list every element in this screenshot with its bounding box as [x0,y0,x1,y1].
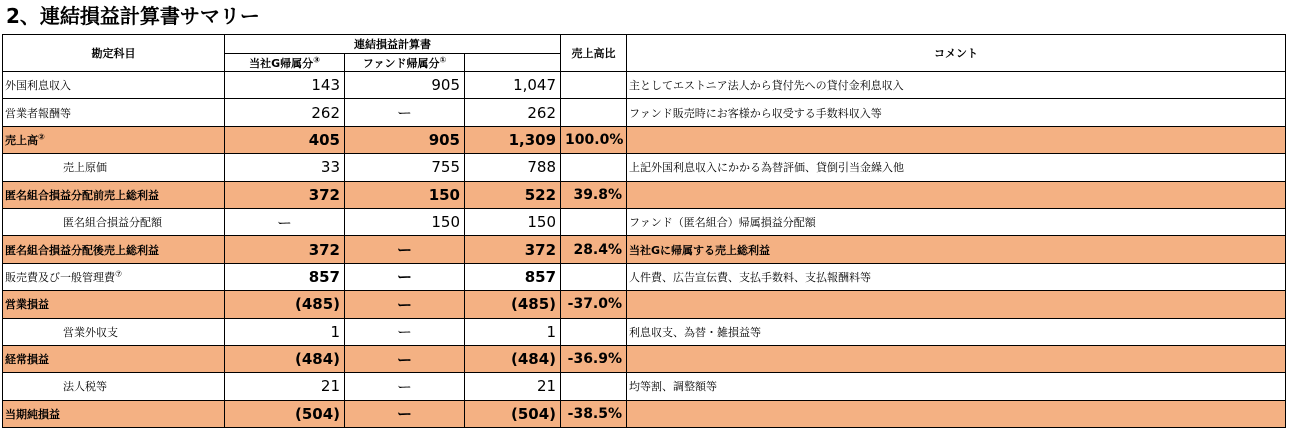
cell-ratio [561,318,627,345]
cell-comment: ファンド（匿名組合）帰属損益分配額 [627,208,1286,235]
cell-total: (504) [465,400,561,427]
row-label: 営業外収支 [3,318,225,345]
cell-company: 405 [225,126,345,153]
cell-fund: ー [345,291,465,318]
cell-comment [627,400,1286,427]
cell-fund: ー [345,400,465,427]
cell-comment: 上記外国利息収入にかかる為替評価、貸倒引当金繰入他 [627,154,1286,181]
cell-total: 150 [465,208,561,235]
header-fund: ファンド帰属分① [345,54,465,72]
cell-company: 262 [225,99,345,126]
header-comment: コメント [627,35,1286,72]
cell-ratio: 28.4% [561,236,627,263]
row-label: 匿名組合損益分配額 [3,208,225,235]
cell-company: 143 [225,72,345,99]
cell-fund: 150 [345,181,465,208]
table-row [3,181,1286,208]
table-row [3,400,1286,427]
table-row [3,263,1286,290]
cell-fund: ー [345,99,465,126]
table-row [3,373,1286,400]
cell-total: 372 [465,236,561,263]
cell-total: 21 [465,373,561,400]
cell-company: 33 [225,154,345,181]
cell-fund: 905 [345,126,465,153]
table-row [3,318,1286,345]
row-label: 販売費及び一般管理費⑦ [3,263,225,290]
header-total-blank [465,54,561,72]
cell-total: 857 [465,263,561,290]
cell-ratio: 39.8% [561,181,627,208]
cell-total: (485) [465,291,561,318]
cell-ratio [561,99,627,126]
pl-summary-table [2,34,1286,428]
cell-total: 788 [465,154,561,181]
row-label: 法人税等 [3,373,225,400]
cell-comment: 当社Gに帰属する売上総利益 [627,236,1286,263]
row-label: 営業者報酬等 [3,99,225,126]
cell-ratio: -36.9% [561,345,627,372]
cell-company: 372 [225,236,345,263]
cell-ratio: 100.0% [561,126,627,153]
cell-fund: ー [345,318,465,345]
row-label: 匿名組合損益分配後売上総利益 [3,236,225,263]
cell-fund: 150 [345,208,465,235]
table-row [3,72,1286,99]
cell-ratio [561,373,627,400]
table-row [3,236,1286,263]
cell-company: (504) [225,400,345,427]
row-label: 当期純損益 [3,400,225,427]
cell-company: 1 [225,318,345,345]
cell-ratio [561,154,627,181]
page-title: 2、連結損益計算書サマリー [6,4,260,28]
cell-ratio: -38.5% [561,400,627,427]
row-label: 外国利息収入 [3,72,225,99]
cell-company: ー [225,208,345,235]
cell-fund: ー [345,263,465,290]
cell-company: 857 [225,263,345,290]
cell-total: 1 [465,318,561,345]
cell-ratio [561,263,627,290]
table-row [3,291,1286,318]
header-company-g: 当社G帰属分③ [225,54,345,72]
cell-comment: 人件費、広告宣伝費、支払手数料、支払報酬料等 [627,263,1286,290]
table-row [3,208,1286,235]
row-label: 売上原価 [3,154,225,181]
cell-fund: ー [345,236,465,263]
cell-fund: 755 [345,154,465,181]
table-row [3,99,1286,126]
cell-total: 522 [465,181,561,208]
cell-fund: ー [345,373,465,400]
cell-comment: 均等割、調整額等 [627,373,1286,400]
cell-total: (484) [465,345,561,372]
cell-comment [627,291,1286,318]
cell-total: 1,309 [465,126,561,153]
cell-company: (485) [225,291,345,318]
cell-ratio [561,208,627,235]
header-pl-group: 連結損益計算書 [225,35,561,54]
table-row [3,345,1286,372]
row-label: 経常損益 [3,345,225,372]
cell-fund: ー [345,345,465,372]
cell-ratio: -37.0% [561,291,627,318]
cell-comment [627,345,1286,372]
cell-comment [627,126,1286,153]
cell-company: 372 [225,181,345,208]
row-label: 営業損益 [3,291,225,318]
table-row [3,126,1286,153]
header-account: 勘定科目 [3,35,225,72]
cell-total: 262 [465,99,561,126]
row-label: 売上高② [3,126,225,153]
cell-company: 21 [225,373,345,400]
cell-comment [627,181,1286,208]
cell-comment: 利息収支、為替・雑損益等 [627,318,1286,345]
cell-fund: 905 [345,72,465,99]
cell-ratio [561,72,627,99]
cell-total: 1,047 [465,72,561,99]
cell-comment: ファンド販売時にお客様から収受する手数料収入等 [627,99,1286,126]
row-label: 匿名組合損益分配前売上総利益 [3,181,225,208]
table-row [3,154,1286,181]
cell-company: (484) [225,345,345,372]
header-ratio: 売上高比 [561,35,627,72]
cell-comment: 主としてエストニア法人から貸付先への貸付金利息収入 [627,72,1286,99]
